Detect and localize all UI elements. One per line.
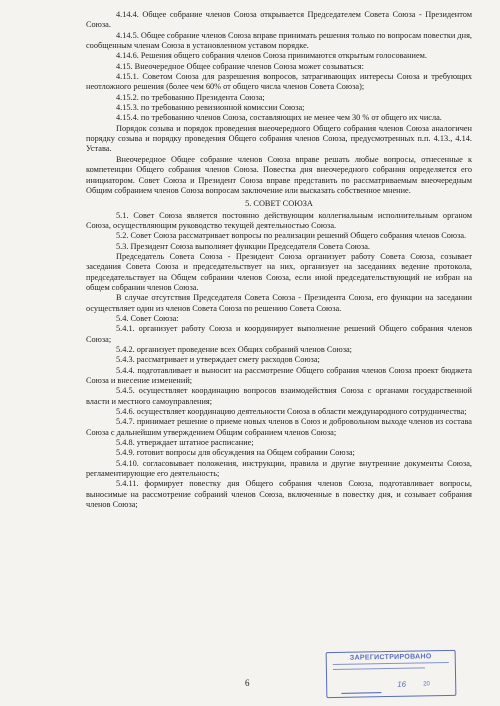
stamp-line	[333, 667, 425, 672]
paragraph-procedure: Порядок созыва и порядок проведения внеочередного Общего собрания членов Союза аналогичен порядку созыва и порядку проведения Общего собрания членов Союза, предусмотренных п.п. 4.13., 4.14. Устава.	[86, 123, 472, 154]
paragraph-4-15-2: 4.15.2. по требованию Президента Союза;	[116, 92, 265, 102]
paragraph-5-4-9: 5.4.9. готовит вопросы для обсуждения на Общем собрании Союза;	[116, 448, 355, 458]
paragraph-4-14-4: 4.14.4. Общее собрание членов Союза открывается Председателем Совета Союза - Президентом Союза.	[86, 10, 472, 30]
section-title: 5. СОВЕТ СОЮЗА	[245, 199, 313, 209]
paragraph-5-4-11: 5.4.11. формирует повестку дня Общего собрания членов Союза, подготавливает вопросы, выносимые на рассмотрение собраний членов Союза, включенные в повестку дня, и созывает собрания членов Союза;	[86, 479, 472, 510]
page-number: 6	[245, 678, 250, 688]
paragraph-5-4-5: 5.4.5. осуществляет координацию вопросов взаимодействия Союза с органами государственной власти и местного самоуправления;	[86, 386, 472, 406]
paragraph-4-15-1: 4.15.1. Советом Союза для разрешения вопросов, затрагивающих интересы Союза и требующих неотложного решения (более чем 60% от общего числа членов Совета Союза);	[86, 72, 472, 92]
paragraph-5-4-3: 5.4.3. рассматривает и утверждает смету расходов Союза;	[116, 355, 320, 365]
stamp-title: ЗАРЕГИСТРИРОВАНО	[349, 653, 432, 662]
paragraph-absence: В случае отсутствия Председателя Совета Союза - Президента Союза, его функции на заседании осуществляет один из членов Совета Союза по решению Совета Союза.	[86, 293, 472, 313]
stamp-number: 16	[397, 679, 407, 689]
paragraph-extraordinary: Внеочередное Общее собрание членов Союза вправе решать любые вопросы, отнесенные к компетенции Общего собрания членов Союза. Повестка дня внеочередного собрания определяется его инициатором. Совет Союза и Президент Союза вправе представить по рассматриваемым внеочередным Общим собранием членов Союза вопросам заключение или высказать собственное мнение.	[86, 154, 472, 195]
stamp-year: 20	[423, 681, 430, 688]
paragraph-5-4-8: 5.4.8. утверждает штатное расписание;	[116, 438, 254, 448]
paragraph-5-2: 5.2. Совет Союза рассматривает вопросы по реализации решений Общего собрания членов Союза.	[116, 231, 467, 241]
paragraph-4-15-4: 4.15.4. по требованию членов Союза, составляющих не менее чем 30 % от общего их числа.	[116, 113, 442, 123]
paragraph-5-4-10: 5.4.10. согласовывает положения, инструкции, правила и другие внутренние документы Союза, регламентирующие его деятельность;	[86, 458, 472, 479]
paragraph-5-4-1: 5.4.1. организует работу Союза и координирует выполнение решений Общего собрания членов Союза;	[86, 324, 472, 344]
stamp-line	[333, 662, 449, 667]
paragraph-5-4-2: 5.4.2. организует проведение всех Общих собраний членов Союза;	[116, 345, 352, 354]
paragraph-5-4-6: 5.4.6. осуществляет координацию деятельности Союза в области международного сотрудничества;	[116, 407, 467, 417]
paragraph-4-15: 4.15. Внеочередное Общее собрание членов Союза может созываться:	[116, 61, 364, 71]
paragraph-4-15-3: 4.15.3. по требованию ревизионной комиссии Союза;	[116, 103, 305, 113]
paragraph-5-4-7: 5.4.7. принимает решение о приеме новых членов в Союз и добровольном выходе членов из состава Союза с дальнейшим утверждением Общим собранием членов Союза;	[86, 417, 472, 437]
paragraph-4-14-6: 4.14.6. Решения общего собрания членов Союза принимаются открытым голосованием.	[116, 51, 427, 61]
paragraph-5-4-4: 5.4.4. подготавливает и выносит на рассмотрение Общего собрания членов Союза проект бюджета Союза и внесение изменений;	[86, 365, 472, 386]
paragraph-chairman: Председатель Совета Союза - Президент Союза организует работу Совета Союза, созывает заседания Совета Союза и председательствует на них, организует на заседаниях ведение протокола, председательствует на Общем собрании членов Союза, если иной председательствующий не избран на общем собрании членов Союза.	[86, 251, 472, 292]
stamp-signature	[341, 678, 381, 694]
paragraph-5-1: 5.1. Совет Союза является постоянно действующим коллегиальным исполнительным органом Союза, осуществляющим руководство текущей деятельностью Союза.	[86, 210, 472, 230]
document-body	[86, 10, 472, 511]
paragraph-5-4: 5.4. Совет Союза:	[116, 313, 179, 323]
paragraph-5-3: 5.3. Президент Союза выполняет функции Председателя Совета Союза.	[116, 241, 371, 251]
registration-stamp	[326, 650, 457, 698]
paragraph-4-14-5: 4.14.5. Общее собрание членов Союза вправе принимать решения только по вопросам повестки дня, сообщенным членам Союза в установленном уставом порядке.	[86, 30, 472, 51]
